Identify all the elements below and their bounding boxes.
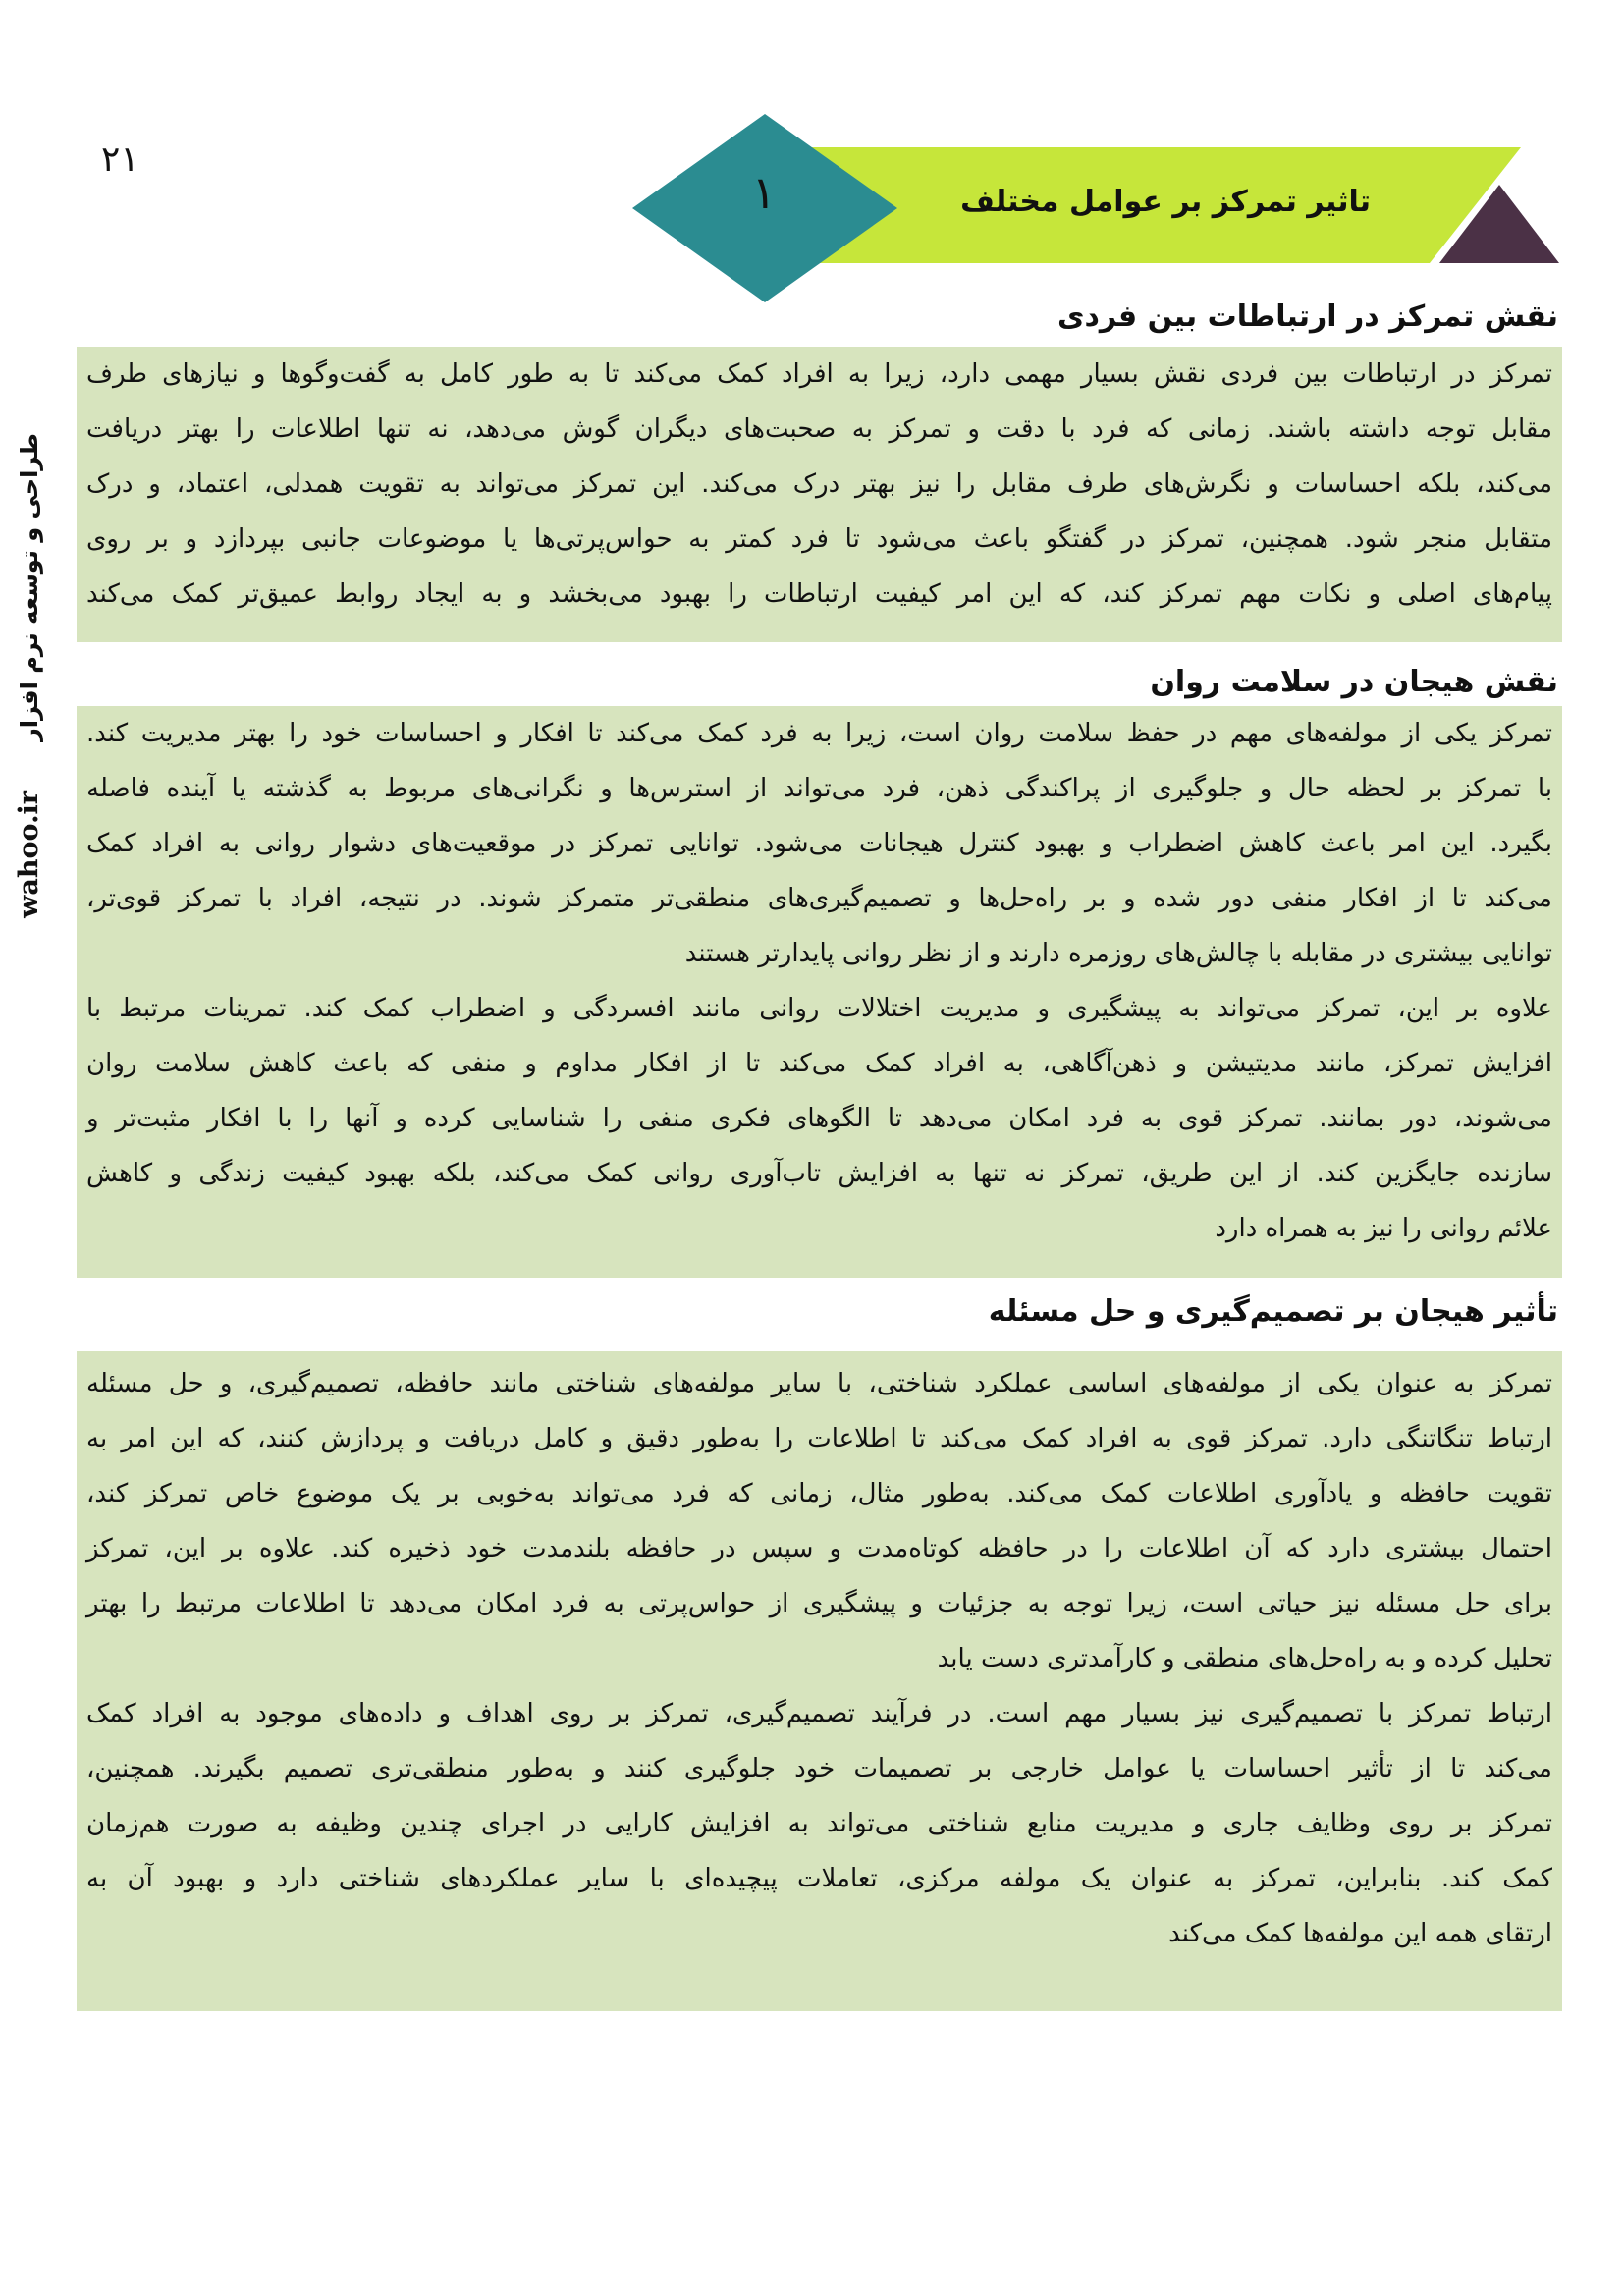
content-box (77, 706, 1562, 1278)
body-line: ارتقای همه این مولفه‌ها کمک می‌کند (1168, 1919, 1552, 1948)
body-line: می‌کند تا از افکار منفی دور شده و بر راه‌حل‌ها و تصمیم‌گیری‌های منطقی‌تر متمرکز شوند. در نتیجه، افراد با تمرکز قوی‌تر، (86, 884, 1552, 913)
paragraph (86, 1356, 1552, 1686)
paragraph (86, 347, 1552, 622)
body-line: متقابل منجر شود. همچنین، تمرکز در گفتگو باعث می‌شود تا فرد کمتر به حواس‌پرتی‌ها یا موضوعات جانبی بپردازد و بر روی (86, 524, 1552, 554)
sidebar-credit-site: wahoo.ir (14, 791, 44, 918)
content-box (77, 347, 1562, 642)
body-line: پیام‌های اصلی و نکات مهم تمرکز کند، که این امر کیفیت ارتباطات را بهبود می‌بخشد و به ایجاد روابط عمیق‌تر کمک می‌کند (86, 579, 1552, 609)
sidebar-credit (8, 425, 51, 926)
sidebar-credit-label: طراحی و توسعه نرم افزار (16, 433, 43, 742)
body-line: کمک کند. بنابراین، تمرکز به عنوان یک مولفه مرکزی، تعاملات پیچیده‌ای با سایر عملکردهای شناختی دارد و بهبود آن به (86, 1864, 1552, 1893)
chapter-number: ۱ (751, 166, 777, 219)
page-number: ۲۱ (101, 139, 139, 180)
content-box (77, 1351, 1562, 2011)
body-line: می‌کند، بلکه احساسات و نگرش‌های طرف مقابل را نیز بهتر درک می‌کند. این تمرکز می‌تواند به تقویت همدلی، اعتماد، و درک (86, 469, 1552, 499)
body-line: برای حل مسئله نیز حیاتی است، زیرا توجه به جزئیات و پیشگیری از حواس‌پرتی به فرد امکان می‌دهد تا اطلاعات مرتبط را بهتر (86, 1589, 1552, 1618)
body-line: تمرکز به عنوان یکی از مولفه‌های اساسی عملکرد شناختی، با سایر مولفه‌های شناختی مانند حافظه، تصمیم‌گیری، و حل مسئله (86, 1369, 1552, 1398)
body-line: تقویت حافظه و یادآوری اطلاعات کمک می‌کند. به‌طور مثال، زمانی که فرد می‌تواند به‌خوبی بر یک موضوع خاص تمرکز کند، (86, 1479, 1552, 1508)
paragraph (86, 706, 1552, 981)
body-line: تمرکز یکی از مولفه‌های مهم در حفظ سلامت روان است، زیرا به فرد کمک می‌کند تا افکار و احساسات خود را بهتر مدیریت کند. (86, 719, 1552, 748)
body-line: افزایش تمرکز، مانند مدیتیشن و ذهن‌آگاهی، به افراد کمک می‌کند تا از افکار مداوم و منفی که باعث کاهش سلامت روان (86, 1049, 1552, 1078)
body-line: احتمال بیشتری دارد که آن اطلاعات را در حافظه کوتاه‌مدت و سپس در حافظه بلندمدت خود ذخیره کند. علاوه بر این، تمرکز (86, 1534, 1552, 1563)
section-heading: نقش هیجان در سلامت روان (1150, 665, 1558, 699)
section-heading: تأثیر هیجان بر تصمیم‌گیری و حل مسئله (988, 1294, 1558, 1329)
body-line: ارتباط تمرکز با تصمیم‌گیری نیز بسیار مهم است. در فرآیند تصمیم‌گیری، تمرکز بر روی اهداف و داده‌های موجود به افراد کمک (86, 1699, 1552, 1728)
body-line: علاوه بر این، تمرکز می‌تواند به پیشگیری و مدیریت اختلالات روانی مانند افسردگی و اضطراب کمک کند. تمرینات مرتبط با (86, 994, 1552, 1023)
body-line: با تمرکز بر لحظه حال و جلوگیری از پراکندگی ذهن، فرد می‌تواند از استرس‌ها و نگرانی‌های مربوط به گذشته یا آینده فاصله (86, 774, 1552, 803)
body-line: ارتباط تنگاتنگی دارد. تمرکز قوی به افراد کمک می‌کند تا اطلاعات را به‌طور دقیق و کامل دریافت و پردازش کنند، که این امر به (86, 1424, 1552, 1453)
body-line: مقابل توجه داشته باشند. زمانی که فرد با دقت و تمرکز به صحبت‌های دیگران گوش می‌دهد، نه تنها اطلاعات را بهتر دریافت (86, 414, 1552, 444)
body-line: می‌شوند، دور بمانند. تمرکز قوی به فرد امکان می‌دهد تا الگوهای فکری منفی را شناسایی کرده و آنها را با افکار مثبت‌تر و (86, 1104, 1552, 1133)
body-line: می‌کند تا از تأثیر احساسات یا عوامل خارجی بر تصمیمات خود جلوگیری کنند و به‌طور منطقی‌تری تصمیم بگیرند. همچنین، (86, 1754, 1552, 1783)
section-heading: نقش تمرکز در ارتباطات بین فردی (1057, 300, 1558, 334)
body-line: تمرکز در ارتباطات بین فردی نقش بسیار مهمی دارد، زیرا به افراد کمک می‌کند تا به طور کامل به گفت‌وگوها و نیازهای طرف (86, 359, 1552, 389)
paragraph (86, 1686, 1552, 1961)
body-line: بگیرد. این امر باعث کاهش اضطراب و بهبود کنترل هیجانات می‌شود. توانایی تمرکز در موقعیت‌های دشوار روانی به افراد کمک (86, 829, 1552, 858)
body-line: علائم روانی را نیز به همراه دارد (1215, 1214, 1552, 1243)
body-line: سازنده جایگزین کند. از این طریق، تمرکز نه تنها به افزایش تاب‌آوری روانی کمک می‌کند، بلکه بهبود کیفیت زندگی و کاهش (86, 1159, 1552, 1188)
paragraph (86, 981, 1552, 1256)
chapter-title: تاثیر تمرکز بر عوامل مختلف (960, 185, 1371, 219)
body-line: تحلیل کرده و به راه‌حل‌های منطقی و کارآمدتری دست یابد (937, 1644, 1552, 1673)
chapter-banner-art (0, 0, 1624, 324)
body-line: توانایی بیشتری در مقابله با چالش‌های روزمره دارند و از نظر روانی پایدارتر هستند (684, 939, 1552, 968)
body-line: تمرکز بر روی وظایف جاری و مدیریت منابع شناختی می‌تواند به افزایش کارایی در اجرای چندین وظیفه به صورت هم‌زمان (86, 1809, 1552, 1838)
